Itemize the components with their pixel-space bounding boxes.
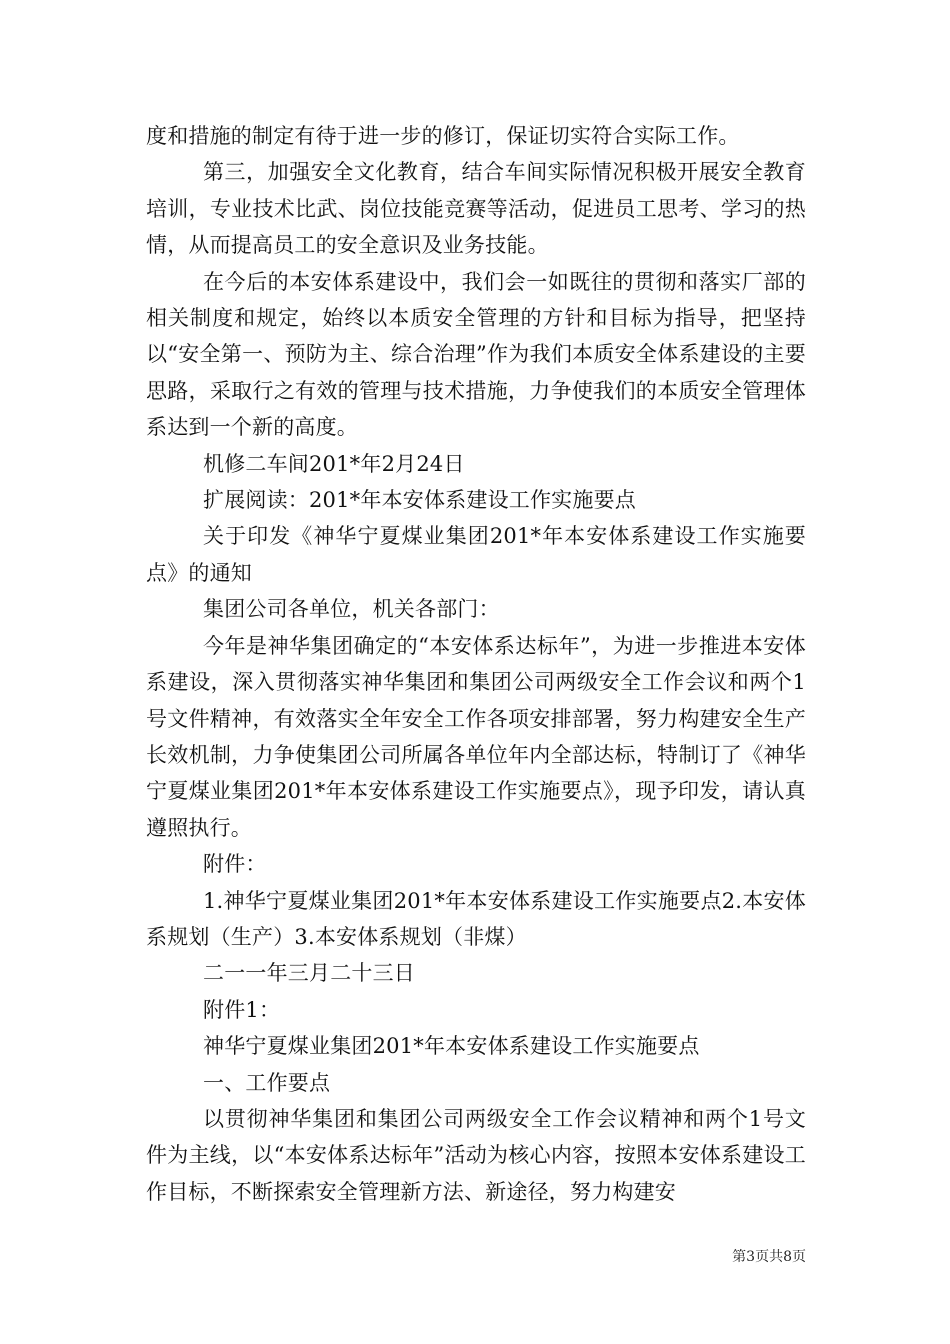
notice-title: 关于印发《神华宁夏煤业集团201*年本安体系建设工作实施要点》的通知 [146,524,806,585]
paragraph-continuation: 度和措施的制定有待于进一步的修订，保证切实符合实际工作。 [146,124,740,148]
paragraph-work-points: 以贯彻神华集团和集团公司两级安全工作会议精神和两个1号文件为主线，以“本安体系达标年”活动为核心内容，按照本安体系建设工作目标，不断探索安全管理新方法、新途径，努力构建安 [146,1106,806,1204]
attachment-1-label: 附件1： [203,997,281,1022]
attachments-list: 1.神华宁夏煤业集团201*年本安体系建设工作实施要点2.本安体系规划（生产）3.本安体系规划（非煤） [146,888,806,949]
paragraph-third-point: 第三，加强安全文化教育，结合车间实际情况积极开展安全教育培训，专业技术比武、岗位技能竞赛等活动，促进员工思考、学习的热情，从而提高员工的安全意识及业务技能。 [146,160,806,258]
attachments-label: 附件： [203,852,267,877]
notice-recipients: 集团公司各单位，机关各部门： [203,597,500,622]
notice-date: 二一一年三月二十三日 [203,961,415,986]
section-heading-work-points: 一、工作要点 [203,1070,331,1095]
page-number-footer: 第3页共8页 [732,1249,806,1265]
extended-reading-heading: 扩展阅读：201*年本安体系建设工作实施要点 [203,488,636,513]
paragraph-future-plan: 在今后的本安体系建设中，我们会一如既往的贯彻和落实厂部的相关制度和规定，始终以本质安全管理的方针和目标为指导，把坚持以“安全第一、预防为主、综合治理”作为我们本质安全体系建设的主要思路，采取行之有效的管理与技术措施，力争使我们的本质安全管理体系达到一个新的高度。 [146,269,806,440]
signature-date-line: 机修二车间201*年2月24日 [203,451,465,476]
attachment-1-title: 神华宁夏煤业集团201*年本安体系建设工作实施要点 [203,1034,700,1059]
document-body [146,118,806,1210]
notice-body: 今年是神华集团确定的“本安体系达标年”，为进一步推进本安体系建设，深入贯彻落实神华集团和集团公司两级安全工作会议和两个1号文件精神，有效落实全年安全工作各项安排部署，努力构建安全生产长效机制，力争使集团公司所属各单位年内全部达标，特制订了《神华宁夏煤业集团201*年本安体系建设工作实施要点》，现予印发，请认真遵照执行。 [146,633,806,840]
